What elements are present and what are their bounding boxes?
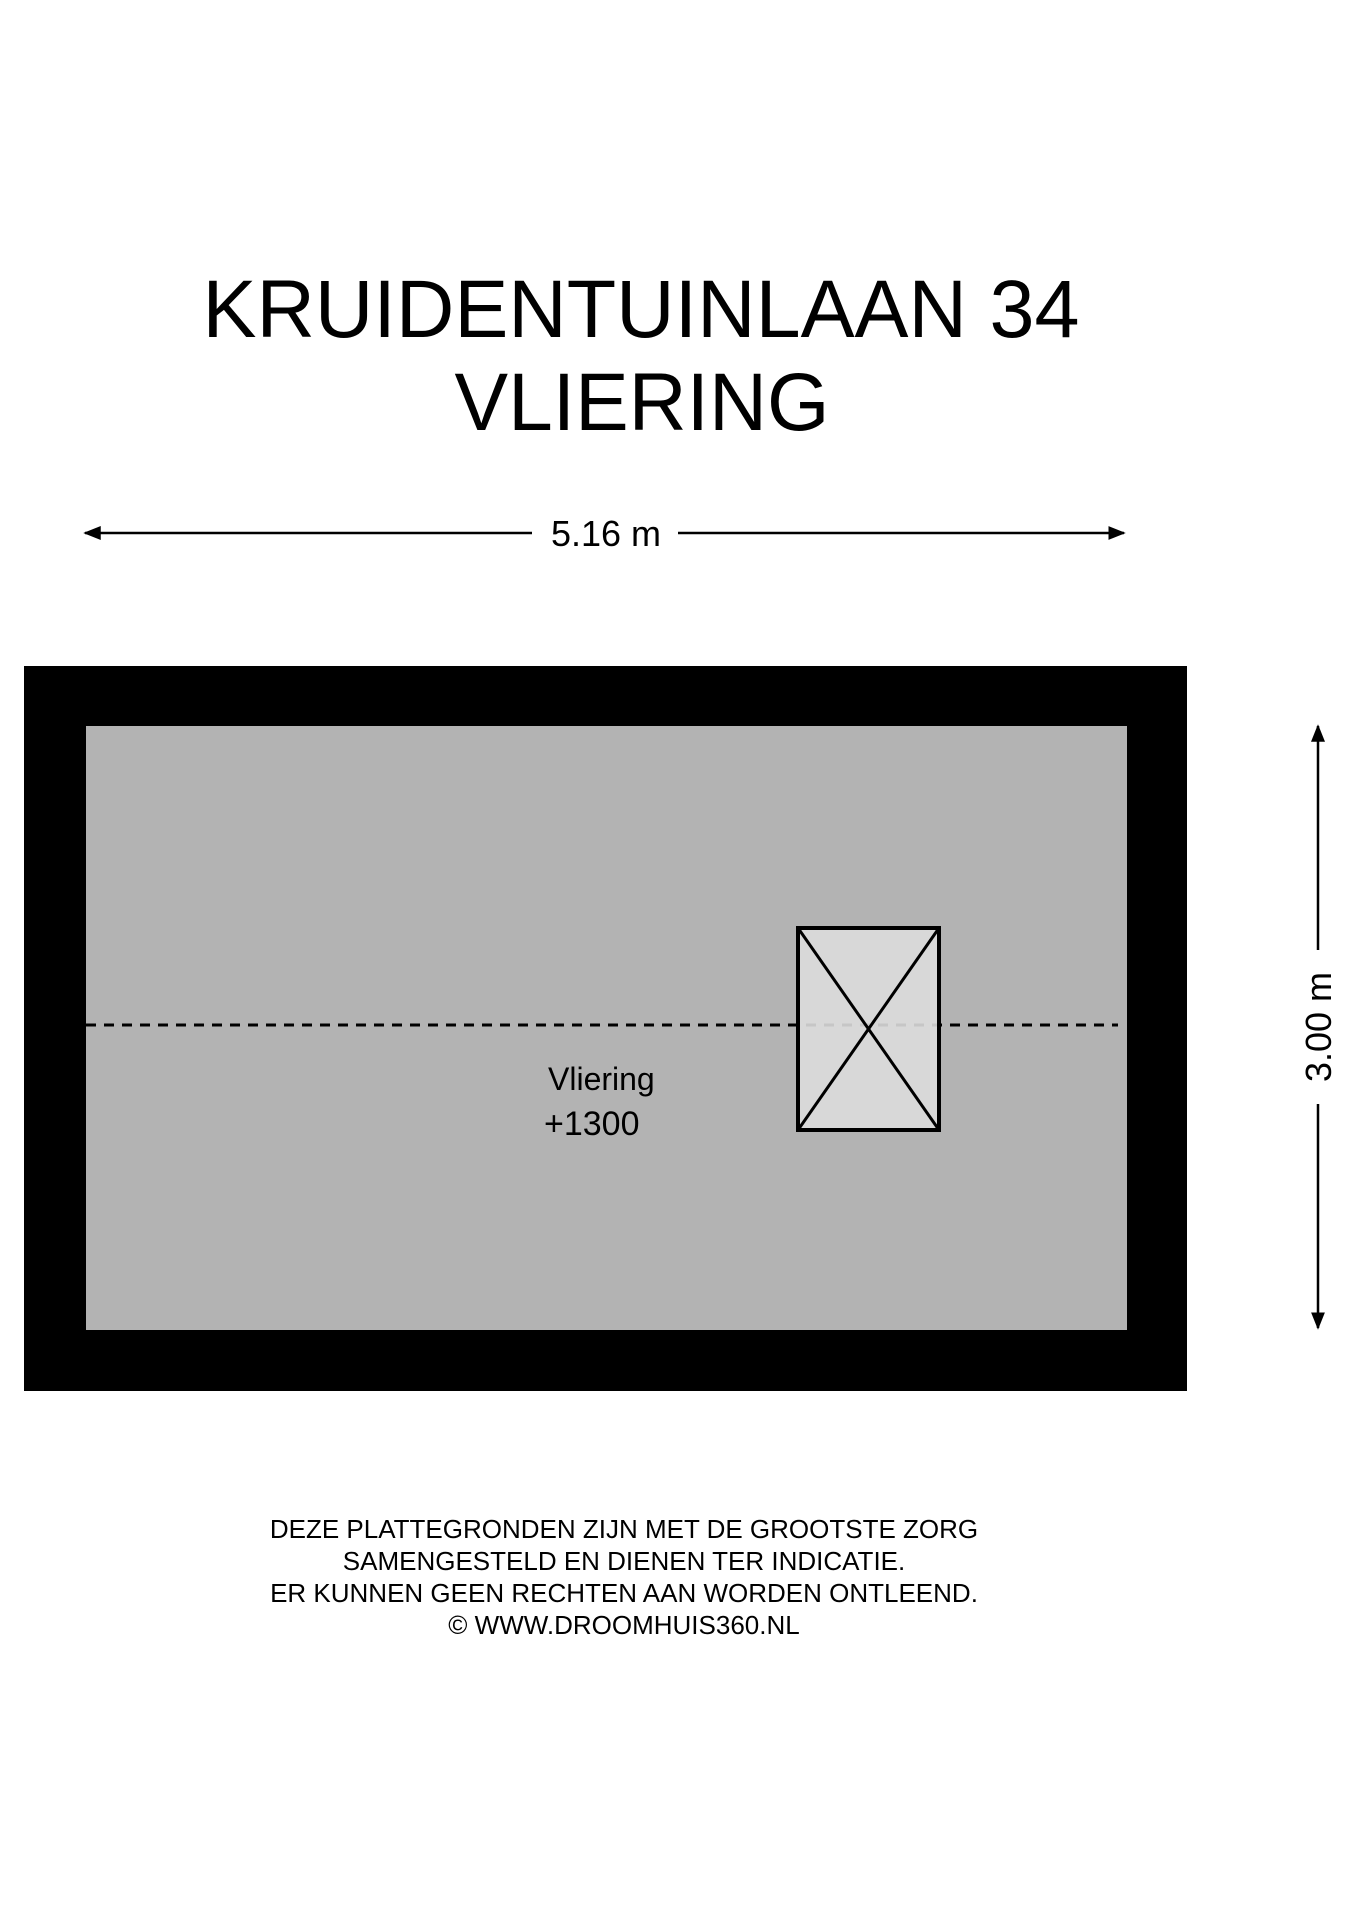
width-dimension bbox=[85, 513, 1124, 554]
disclaimer-line: SAMENGESTELD EN DIENEN TER INDICATIE. bbox=[342, 1546, 906, 1576]
depth-dimension bbox=[1298, 726, 1339, 1328]
title-floor: VLIERING bbox=[454, 357, 830, 448]
depth-label: 3.00 m bbox=[1298, 971, 1339, 1083]
title-address: KRUIDENTUINLAAN 34 bbox=[202, 264, 1080, 355]
room-name: Vliering bbox=[548, 1061, 655, 1097]
room-floor bbox=[86, 726, 1127, 1330]
width-label: 5.16 m bbox=[550, 513, 662, 554]
disclaimer bbox=[270, 1514, 978, 1640]
disclaimer-line: DEZE PLATTEGRONDEN ZIJN MET DE GROOTSTE ZORG bbox=[269, 1514, 979, 1544]
disclaimer-line: © WWW.DROOMHUIS360.NL bbox=[448, 1610, 800, 1640]
room-height: +1300 bbox=[544, 1105, 640, 1143]
disclaimer-line: ER KUNNEN GEEN RECHTEN AAN WORDEN ONTLEEND. bbox=[270, 1578, 978, 1608]
roof-hatch bbox=[798, 928, 939, 1130]
